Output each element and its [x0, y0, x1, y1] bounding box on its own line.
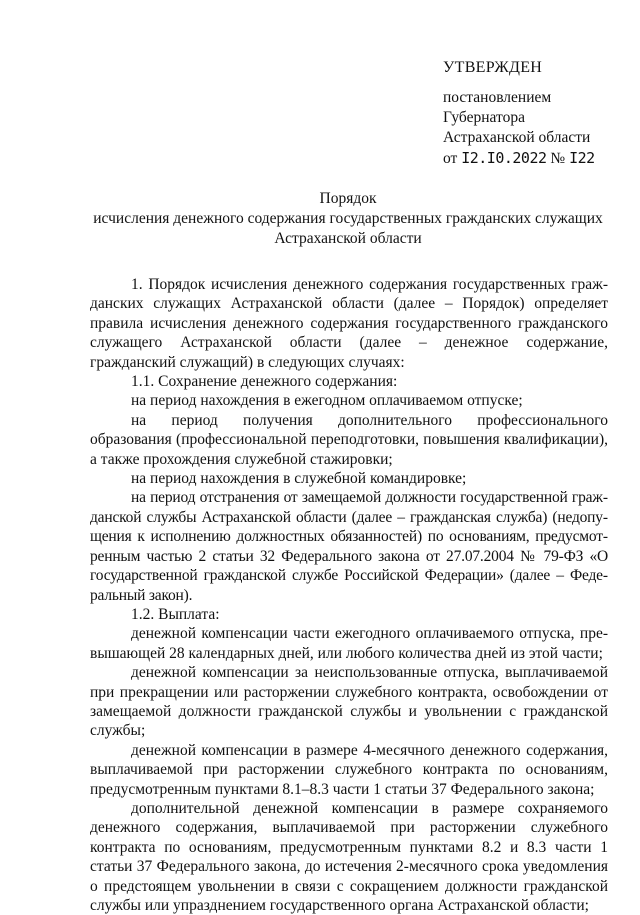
- document-title: Порядок: [319, 190, 377, 207]
- approval-date: I2.I0.2022: [461, 149, 547, 167]
- paragraph-vacation-compensation: денежной компенсации части ежегодного оплачиваемого отпуска, превышающей 28 календарных дней, или любого количества дней из этой части;: [90, 625, 608, 662]
- approval-number-sign: №: [550, 150, 566, 167]
- paragraph-additional-compensation: дополнительной денежной компенсации в размере сохраняемого денежного содержания, выплачиваемой при расторжении служебного контракта по основаниям, предусмотренным пунктами 8.2 и 8.3 части 1 статьи 37 Федерального закона, до истечения 2-месячного срока уведомления о предстоящем увольнении в связи с сокращением должности гражданской службы или упразднением государственного органа Астраханской области;: [90, 799, 608, 914]
- paragraph-1-1: 1.1. Сохранение денежного содержания:: [131, 373, 398, 391]
- paragraph-suspension: на период отстранения от замещаемой должности государственной гражданской службы Астраханской области (далее – гражданская служба) (недопущения к исполнению должностных обязанностей) по основаниям, предусмотренным частью 2 статьи 32 Федерального закона от 27.07.2004 № 79-ФЗ «О государственной гражданской службе Российской Федерации» (далее – Федеральный закон).: [90, 489, 608, 604]
- approval-date-prefix: от: [443, 150, 458, 167]
- paragraph-education: на период получения дополнительного профессионального образования (профессиональной переподготовки, повышения квалификации), а также прохождения служебной стажировки;: [90, 411, 608, 468]
- paragraph-vacation: на период нахождения в ежегодном оплачиваемом отпуске;: [131, 392, 523, 410]
- paragraph-1: 1. Порядок исчисления денежного содержания государственных гражданских служащих Астраханской области (далее – Порядок) определяет правила исчисления денежного содержания государственного гражданского служащего Астраханской области (далее – денежное содержание, гражданский служащий) в следующих случаях:: [90, 276, 608, 371]
- document-subtitle-line-2: Астраханской области: [274, 230, 422, 247]
- approval-number: I22: [569, 149, 595, 167]
- paragraph-business-trip: на период нахождения в служебной командировке;: [131, 470, 467, 488]
- paragraph-unused-vacation: денежной компенсации за неиспользованные отпуска, выплачиваемой при прекращении или расторжении служебного контракта, освобождении от замещаемой должности гражданской службы и увольнении с гражданской службы;: [90, 664, 608, 740]
- approval-date-line: [443, 148, 633, 169]
- paragraph-4-month-compensation: денежной компенсации в размере 4-месячного денежного содержания, выплачиваемой при расторжении служебного контракта по основаниям, предусмотренным пунктами 8.1–8.3 части 1 статьи 37 Федерального закона;: [90, 741, 608, 798]
- paragraph-1-2: 1.2. Выплата:: [131, 605, 220, 623]
- approval-block: [443, 58, 633, 169]
- approval-line-1: постановлением: [443, 89, 552, 106]
- document-heading: [90, 189, 606, 249]
- approval-line-3: Астраханской области: [443, 129, 591, 146]
- document-subtitle-line-1: исчисления денежного содержания государственных гражданских служащих: [93, 210, 603, 227]
- approval-header: УТВЕРЖДЕН: [443, 59, 543, 76]
- document-body: [90, 275, 608, 915]
- approval-line-2: Губернатора: [443, 109, 525, 126]
